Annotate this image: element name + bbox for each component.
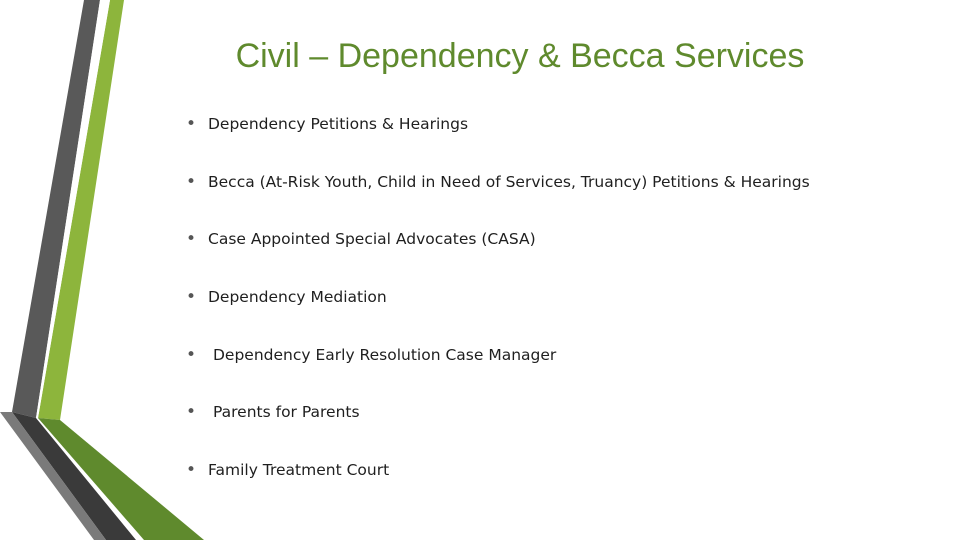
bullet-text: Dependency Mediation: [208, 288, 387, 306]
bullet-item: [186, 343, 556, 367]
bullet-item: [186, 170, 810, 194]
bullet-text: Parents for Parents: [213, 403, 360, 421]
bullet-dot-icon: •: [186, 172, 197, 192]
bullet-dot-icon: •: [186, 345, 197, 365]
bullet-item: [186, 458, 389, 482]
bullet-text: Dependency Early Resolution Case Manager: [213, 346, 557, 364]
bullet-dot-icon: •: [186, 460, 197, 480]
bullet-item: [186, 227, 536, 251]
slide-title: Civil – Dependency & Becca Services: [235, 37, 805, 75]
bullet-dot-icon: •: [186, 287, 197, 307]
bullet-text: Dependency Petitions & Hearings: [208, 115, 469, 133]
bullet-item: [186, 112, 468, 136]
bullet-item: [186, 285, 387, 309]
separator-line: [36, 0, 110, 418]
bullet-item: [186, 400, 360, 424]
bullet-dot-icon: •: [186, 402, 197, 422]
bullet-text: Family Treatment Court: [208, 461, 390, 479]
bullet-text: Case Appointed Special Advocates (CASA): [208, 230, 536, 248]
bullet-dot-icon: •: [186, 229, 197, 249]
bullet-dot-icon: •: [186, 114, 197, 134]
bullet-text: Becca (At-Risk Youth, Child in Need of Services, Truancy) Petitions & Hearings: [208, 173, 810, 191]
